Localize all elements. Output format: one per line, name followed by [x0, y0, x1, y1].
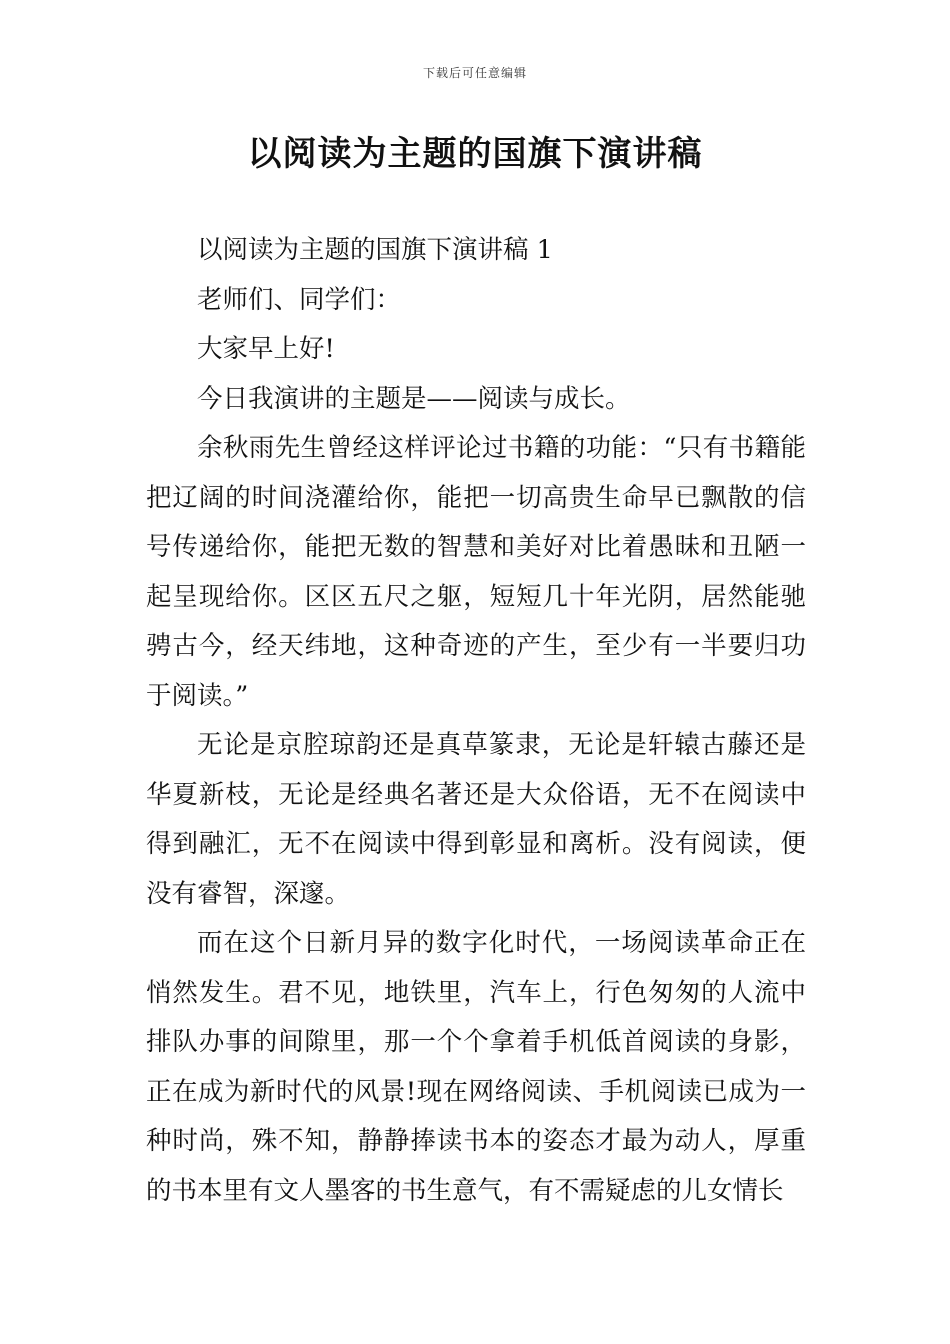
paragraph-subtitle: 以阅读为主题的国旗下演讲稿 1: [197, 235, 553, 265]
paragraph-quote: 余秋雨先生曾经这样评论过书籍的功能：“只有书籍能把辽阔的时间浇灌给你，能把一切高贵生命早已飘散的信号传递给你，能把无数的智慧和美好对比着愚昧和丑陋一起呈现给你。区区五尺之躯，短短几十年光阴，居然能驰骋古今，经天纬地，这种奇迹的产生，至少有一半要归功于阅读。”: [146, 433, 806, 711]
paragraph-topic: 今日我演讲的主题是——阅读与成长。: [197, 383, 631, 414]
paragraph-greeting: 大家早上好!: [197, 334, 335, 364]
document-body: [146, 226, 806, 1216]
paragraph-salutation: 老师们、同学们：: [197, 284, 402, 315]
paragraph-digital-era: 而在这个日新月异的数字化时代，一场阅读革命正在悄然发生。君不见，地铁里，汽车上，行色匆匆的人流中排队办事的间隙里，那一个个拿着手机低首阅读的身影，正在成为新时代的风景!现在网络阅读、手机阅读已成为一种时尚，殊不知，静静捧读书本的姿态才最为动人，厚重的书本里有文人墨客的书生意气，有不需疑虑的儿女情长: [146, 928, 806, 1206]
document-title: 以阅读为主题的国旗下演讲稿: [247, 134, 703, 174]
header-note: 下载后可任意编辑: [422, 66, 527, 80]
paragraph-culture: 无论是京腔琼韵还是真草篆隶，无论是轩辕古藤还是华夏新枝，无论是经典名著还是大众俗语，无不在阅读中得到融汇，无不在阅读中得到彰显和离析。没有阅读，便没有睿智，深邃。: [146, 730, 806, 909]
